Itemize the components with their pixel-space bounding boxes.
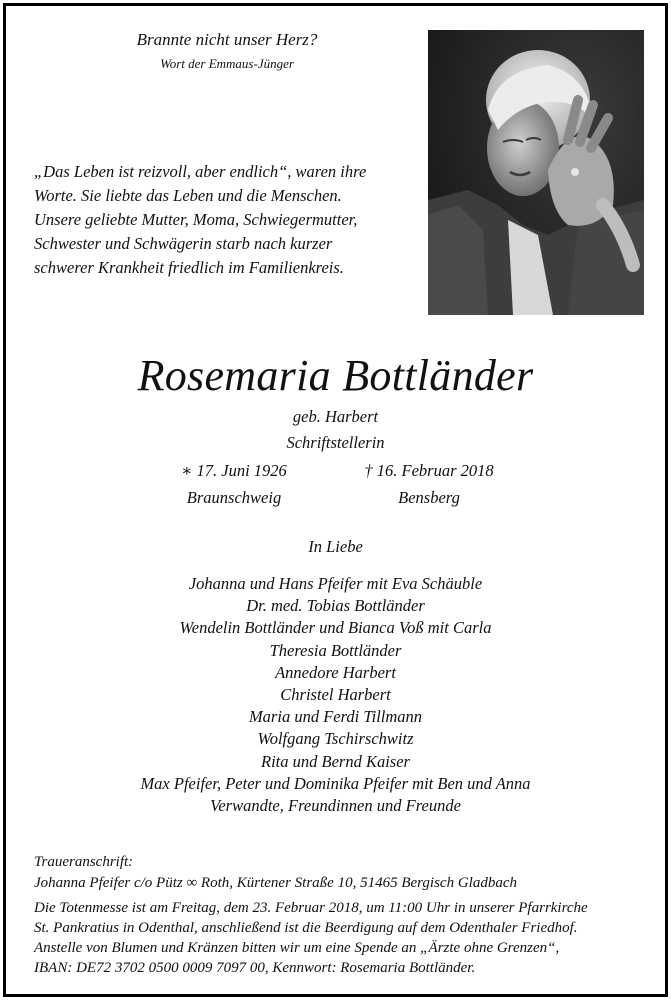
notice-line: St. Pankratius in Odenthal, anschließend ist die Beerdigung auf dem Odenthaler Friedhof.: [34, 920, 578, 936]
intro-line: „Das Leben ist reizvoll, aber endlich“, waren ihre: [34, 162, 367, 181]
list-item: Maria und Ferdi Tillmann: [248, 707, 423, 727]
intro-line: Schwester und Schwägerin starb nach kurzer: [34, 234, 333, 253]
notice-line: Anstelle von Blumen und Kränzen bitten wir um eine Spende an „Ärzte ohne Grenzen“,: [34, 940, 560, 956]
funeral-notice: [34, 898, 646, 978]
list-item: Dr. med. Tobias Bottländer: [246, 596, 425, 616]
list-item: Theresia Bottländer: [269, 640, 402, 660]
obituary-card: [3, 3, 668, 997]
motto-quote: Brannte nicht unser Herz?: [136, 30, 318, 49]
address-label: Traueranschrift:: [34, 854, 134, 870]
intro-line: Worte. Sie liebte das Leben und die Menschen.: [34, 186, 342, 205]
notice-line: Die Totenmesse ist am Freitag, dem 23. Februar 2018, um 11:00 Uhr in unserer Pfarrkirche: [34, 900, 588, 916]
notice-line: IBAN: DE72 3702 0500 0009 7097 00, Kennwort: Rosemaria Bottländer.: [34, 960, 476, 976]
list-item: Annedore Harbert: [275, 662, 396, 682]
birth-date: ∗ 17. Juni 1926: [181, 461, 287, 480]
list-item: Wendelin Bottländer und Bianca Voß mit Carla: [179, 618, 492, 638]
in-liebe-heading: In Liebe: [308, 537, 363, 556]
address-line: Johanna Pfeifer c/o Pütz ∞ Roth, Kürtener Straße 10, 51465 Bergisch Gladbach: [34, 875, 517, 891]
portrait-photo: [428, 30, 644, 315]
mourning-address: [34, 852, 654, 894]
intro-line: schwerer Krankheit friedlich im Familienkreis.: [34, 258, 344, 277]
mourners-list: [6, 573, 665, 817]
deceased-name: Rosemaria Bottländer: [137, 351, 534, 400]
motto-block: [56, 28, 398, 74]
list-item: Johanna und Hans Pfeifer mit Eva Schäuble: [188, 574, 483, 593]
death-date: † 16. Februar 2018: [364, 461, 494, 480]
intro-line: Unsere geliebte Mutter, Moma, Schwiegermutter,: [34, 210, 358, 229]
profession: Schriftstellerin: [286, 433, 385, 452]
death-place: Bensberg: [398, 488, 460, 507]
intro-text: [34, 160, 414, 280]
motto-source: Wort der Emmaus-Jünger: [160, 56, 294, 71]
portrait-image: [428, 30, 644, 315]
list-item: Wolfgang Tschirschwitz: [257, 729, 414, 749]
birth-place: Braunschweig: [186, 488, 282, 507]
list-item: Christel Harbert: [280, 685, 391, 705]
birth-name: geb. Harbert: [292, 407, 379, 426]
list-item: Verwandte, Freundinnen und Freunde: [210, 796, 461, 816]
list-item: Rita und Bernd Kaiser: [261, 751, 410, 771]
list-item: Max Pfeifer, Peter und Dominika Pfeifer mit Ben und Anna: [140, 773, 531, 793]
